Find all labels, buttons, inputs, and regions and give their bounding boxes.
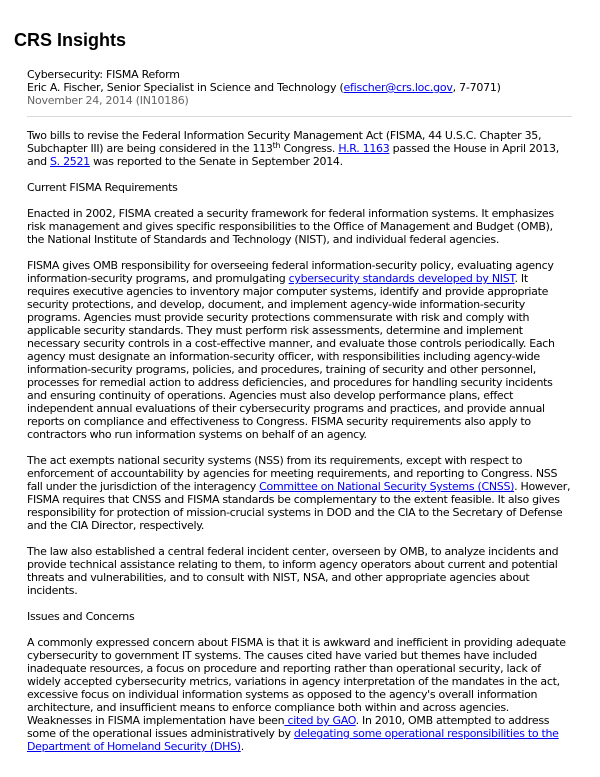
- paragraph: [27, 259, 572, 441]
- text: A commonly expressed concern about FISMA is that it is awkward and inefficient in providing adequate cybersecurity to government IT systems. The causes cited have varied but themes have included inadequate resources, a focus on procedure and reporting rather than operational security, lack of widely accepted cybersecurity metrics, variations in agency interpretation of the mandates in the act, excessive focus on individual information systems as opposed to the agency's overall information architecture, and insufficient means to enforce compliance both within and across agencies. Weaknesses in FISMA implementation have been: [27, 636, 566, 727]
- section-heading-issues-concerns: Issues and Concerns: [27, 610, 135, 623]
- hr-1163-link[interactable]: H.R. 1163: [338, 142, 390, 155]
- paragraph: [27, 454, 572, 532]
- intro-paragraph: [27, 129, 572, 168]
- divider: [27, 116, 572, 117]
- article-subject: Cybersecurity: FISMA Reform: [27, 68, 180, 81]
- superscript: th: [272, 141, 281, 150]
- article-author: [27, 81, 572, 94]
- article-date: November 24, 2014 (IN10186): [27, 94, 189, 107]
- author-text: Eric A. Fischer, Senior Specialist in Science and Technology (: [27, 81, 344, 94]
- page-title: CRS Insights: [14, 30, 127, 50]
- s-2521-link[interactable]: S. 2521: [50, 155, 90, 168]
- document-body: [27, 68, 572, 753]
- text: Two bills to revise the Federal Information Security Management Act (FISMA, 44 U.S.C. Chapter 35, Subchapter III) are being considered in the 113: [27, 129, 542, 155]
- author-email-link[interactable]: efischer@crs.loc.gov: [343, 81, 453, 94]
- text: The act exempts national security systems (NSS) from its requirements, except with respect to enforcement of accountability by agencies for meeting requirements, and reporting to Congress. NSS fall under the jurisdiction of the interagency: [27, 454, 558, 493]
- text: . In 2010, OMB attempted to address some of the operational issues administratively by: [27, 714, 550, 740]
- dhs-delegation-link[interactable]: delegating some operational responsibilities to the Department of Homeland Security (DHS): [27, 727, 559, 753]
- paragraph: Enacted in 2002, FISMA created a security framework for federal information systems. It emphasizes risk management and gives specific responsibilities to the Office of Management and Budget (OMB), the National Institute of Standards and Technology (NIST), and individual federal agencies.: [27, 207, 554, 246]
- text: passed the House in April 2013, and: [27, 142, 559, 168]
- cnss-link[interactable]: Committee on National Security Systems (CNSS): [259, 480, 515, 493]
- paragraph: The law also established a central federal incident center, overseen by OMB, to analyze incidents and provide technical assistance relating to them, to inform agency operators about current and potential threats and vulnerabilities, and to consult with NIST, NSA, and other appropriate agencies about incidents.: [27, 545, 559, 597]
- text: .: [240, 740, 244, 753]
- section-heading-current-requirements: Current FISMA Requirements: [27, 181, 178, 194]
- gao-link[interactable]: cited by GAO: [284, 714, 356, 727]
- text: was reported to the Senate in September 2014.: [89, 155, 343, 168]
- text: FISMA gives OMB responsibility for overseeing federal information-security policy, evaluating agency information-security programs, and promulgating: [27, 259, 554, 285]
- paragraph: [27, 636, 572, 753]
- article-meta: [27, 68, 572, 107]
- text: . It requires executive agencies to inventory major computer systems, identify and provide appropriate security protections, and develop, document, and implement agency-wide information-security programs. Agencies must provide security protections commensurate with risk and comply with applicable security standards. They must perform risk assessments, determine and implement necessary security controls in a cost-effective manner, and evaluate those controls periodically. Each agency must designate an information-security officer, with responsibilities including agency-wide information-security programs, policies, and procedures, training of security and other personnel, processes for remedial action to address deficiencies, and procedures for handling security incidents and ensuring continuity of operations. Agencies must also develop performance plans, effect independent annual evaluations of their cybersecurity programs and practices, and provide annual reports on compliance and effectiveness to Congress. FISMA security requirements also apply to contractors who run information systems on behalf of an agency.: [27, 272, 555, 441]
- text: Congress.: [280, 142, 339, 155]
- text: . However, FISMA requires that CNSS and FISMA standards be complementary to the extent feasible. It also gives responsibility for protection of mission-crucial systems in DOD and the CIA to the Secretary of Defense and the CIA Director, respectively.: [27, 480, 571, 532]
- nist-standards-link[interactable]: cybersecurity standards developed by NIST: [288, 272, 515, 285]
- author-phone: , 7-7071): [452, 81, 501, 94]
